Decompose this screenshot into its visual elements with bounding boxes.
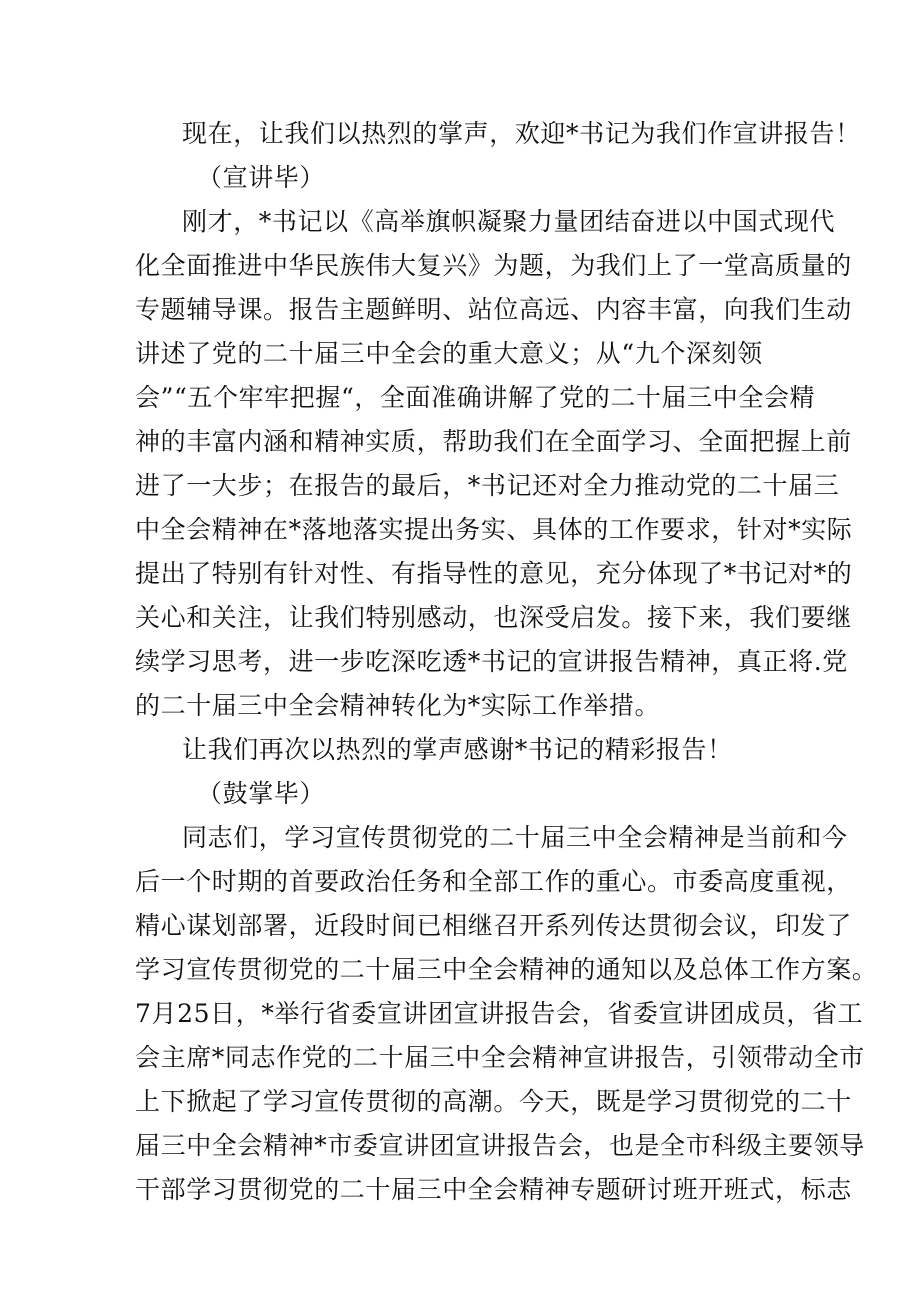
paragraph-comrades-line: 后一个时期的首要政治任务和全部工作的重心。市委高度重视，: [135, 867, 852, 896]
paragraph-comrades-line: 上下掀起了学习宣传贯彻的高潮。今天，既是学习贯彻党的二十: [135, 1087, 852, 1116]
paragraph-summary-line: 讲述了党的二十届三中全会的重大意义；从“九个深刻领: [135, 339, 763, 368]
paragraph-comrades-line: 学习宣传贯彻党的二十届三中全会精神的通知以及总体工作方案。: [135, 955, 878, 984]
paragraph-thanks: 让我们再次以热烈的掌声感谢*书记的精彩报告！: [182, 735, 733, 764]
paragraph-comrades-line: 干部学习贯彻党的二十届三中全会精神专题研讨班开班式，标志: [135, 1175, 852, 1204]
stage-note-speech-end: （宣讲毕）: [197, 163, 326, 192]
paragraph-comrades-line: 会主席*同志作党的二十届三中全会精神宣讲报告，引领带动全市: [135, 1043, 865, 1072]
paragraph-summary-line: 专题辅导课。报告主题鲜明、站位高远、内容丰富，向我们生动: [135, 295, 852, 324]
paragraph-summary-line: 会”“五个牢牢把握“，全面准确讲解了党的二十届三中全会精: [135, 383, 816, 412]
paragraph-comrades-line: 同志们，学习宣传贯彻党的二十届三中全会精神是当前和今: [182, 823, 848, 852]
paragraph-summary-line: 续学习思考，进一步吃深吃透*书记的宣讲报告精神，真正将.党: [135, 647, 848, 676]
paragraph-summary-line: 关心和关注，让我们特别感动，也深受启发。接下来，我们要继: [135, 603, 852, 632]
paragraph-summary-line: 进了一大步；在报告的最后，*书记还对全力推动党的二十届三: [135, 471, 840, 500]
paragraph-comrades-line: 7月25日，*举行省委宣讲团宣讲报告会，省委宣讲团成员，省工: [135, 999, 864, 1028]
paragraph-comrades-line: 精心谋划部署，近段时间已相继召开系列传达贯彻会议，印发了: [135, 911, 852, 940]
paragraph-summary-line: 的二十届三中全会精神转化为*实际工作举措。: [135, 691, 661, 720]
paragraph-summary-line: 提出了特别有针对性、有指导性的意见，充分体现了*书记对*的: [135, 559, 853, 588]
paragraph-welcome: 现在，让我们以热烈的掌声，欢迎*书记为我们作宣讲报告！: [182, 119, 861, 148]
paragraph-comrades-line: 届三中全会精神*市委宣讲团宣讲报告会，也是全市科级主要领导: [135, 1131, 865, 1160]
paragraph-summary-line: 化全面推进中华民族伟大复兴》为题，为我们上了一堂高质量的: [135, 251, 852, 280]
paragraph-summary-line: 神的丰富内涵和精神实质，帮助我们在全面学习、全面把握上前: [135, 427, 852, 456]
paragraph-summary-line: 刚才，*书记以《高举旗帜凝聚力量团结奋进以中国式现代: [182, 207, 836, 236]
paragraph-summary-line: 中全会精神在*落地落实提出务实、具体的工作要求，针对*实际: [135, 515, 853, 544]
stage-note-applause-end: （鼓掌毕）: [197, 779, 326, 808]
